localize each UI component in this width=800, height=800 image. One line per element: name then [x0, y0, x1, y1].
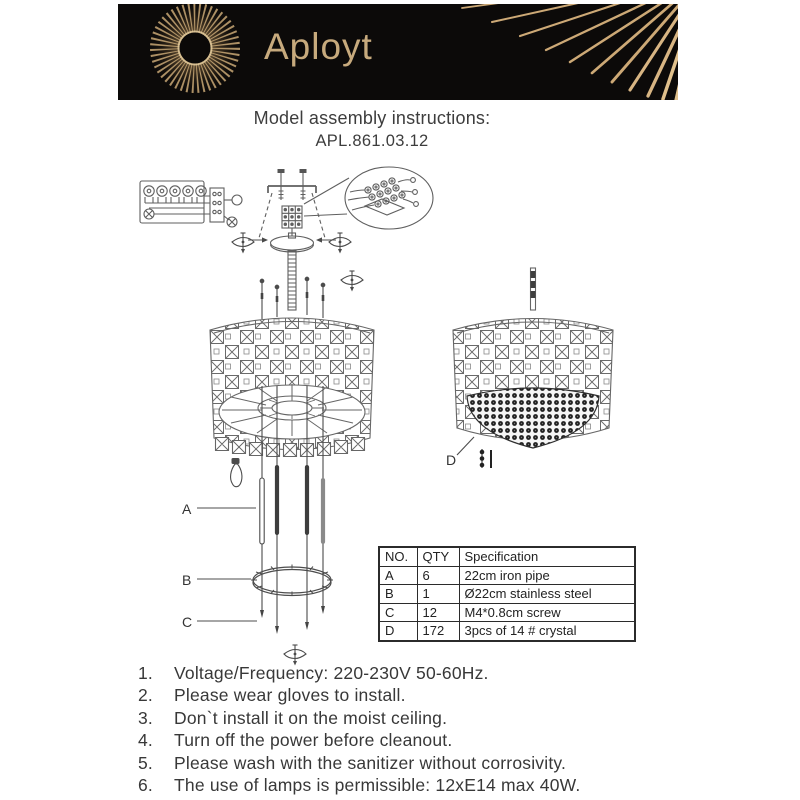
cell-no: A — [379, 566, 417, 585]
table-row — [379, 622, 635, 641]
cell-spec: 22cm iron pipe — [459, 566, 635, 585]
cell-no: C — [379, 603, 417, 622]
instruction-text: Please wear gloves to install. — [174, 685, 406, 706]
header-no: NO. — [379, 547, 417, 566]
wing-screw-icon — [232, 233, 254, 254]
wiring-diagram — [140, 181, 242, 227]
instruction-number: 1. — [138, 663, 153, 683]
header-qty: QTY — [417, 547, 459, 566]
header-spec: Specification — [459, 547, 635, 566]
chandelier-front-view — [210, 318, 374, 457]
cell-spec: M4*0.8cm screw — [459, 603, 635, 622]
cell-qty: 12 — [417, 603, 459, 622]
instructions-list — [138, 662, 698, 796]
instruction-text: Don`t install it on the moist ceiling. — [174, 707, 448, 728]
cell-spec: Ø22cm stainless steel — [459, 585, 635, 604]
instruction-number: 5. — [138, 752, 153, 773]
instruction-number: 6. — [138, 775, 153, 796]
bulb-icon — [231, 458, 242, 487]
terminal-detail-bubble — [304, 167, 433, 229]
chandelier-side-view — [453, 268, 613, 448]
cell-no: B — [379, 585, 417, 604]
table-header-row — [379, 547, 635, 566]
instruction-item — [138, 774, 698, 796]
instruction-item — [138, 707, 698, 729]
page-title: Model assembly instructions: — [253, 108, 491, 128]
table-row — [379, 603, 635, 622]
instruction-item — [138, 729, 698, 751]
cell-no: D — [379, 622, 417, 641]
instruction-text: The use of lamps is permissible: 12xE14 max 40W. — [174, 775, 581, 796]
crystal-bead-icon — [480, 449, 491, 468]
instruction-item — [138, 684, 698, 706]
wing-screw-icon — [329, 233, 351, 254]
cell-qty: 6 — [417, 566, 459, 585]
label-b: B — [182, 572, 192, 588]
instruction-number: 3. — [138, 707, 153, 728]
instruction-number: 2. — [138, 685, 153, 706]
cell-qty: 172 — [417, 622, 459, 641]
instruction-text: Please wash with the sanitizer without corrosivity. — [174, 752, 567, 773]
parts-table — [378, 546, 636, 642]
label-c: C — [182, 614, 193, 630]
table-row — [379, 566, 635, 585]
instruction-text: Voltage/Frequency: 220-230V 50-60Hz. — [174, 663, 489, 683]
label-a: A — [182, 501, 192, 517]
model-code: APL.861.03.12 — [315, 132, 429, 150]
instruction-number: 4. — [138, 730, 153, 751]
brand-name: Aployt — [264, 26, 373, 67]
table-row — [379, 585, 635, 604]
instruction-item — [138, 662, 698, 684]
wing-screw-icon — [341, 271, 363, 292]
label-d: D — [446, 452, 457, 468]
cell-qty: 1 — [417, 585, 459, 604]
cell-spec: 3pcs of 14 # crystal — [459, 622, 635, 641]
instruction-item — [138, 752, 698, 774]
steel-ring — [251, 565, 333, 596]
instruction-text: Turn off the power before cleanout. — [174, 730, 453, 751]
